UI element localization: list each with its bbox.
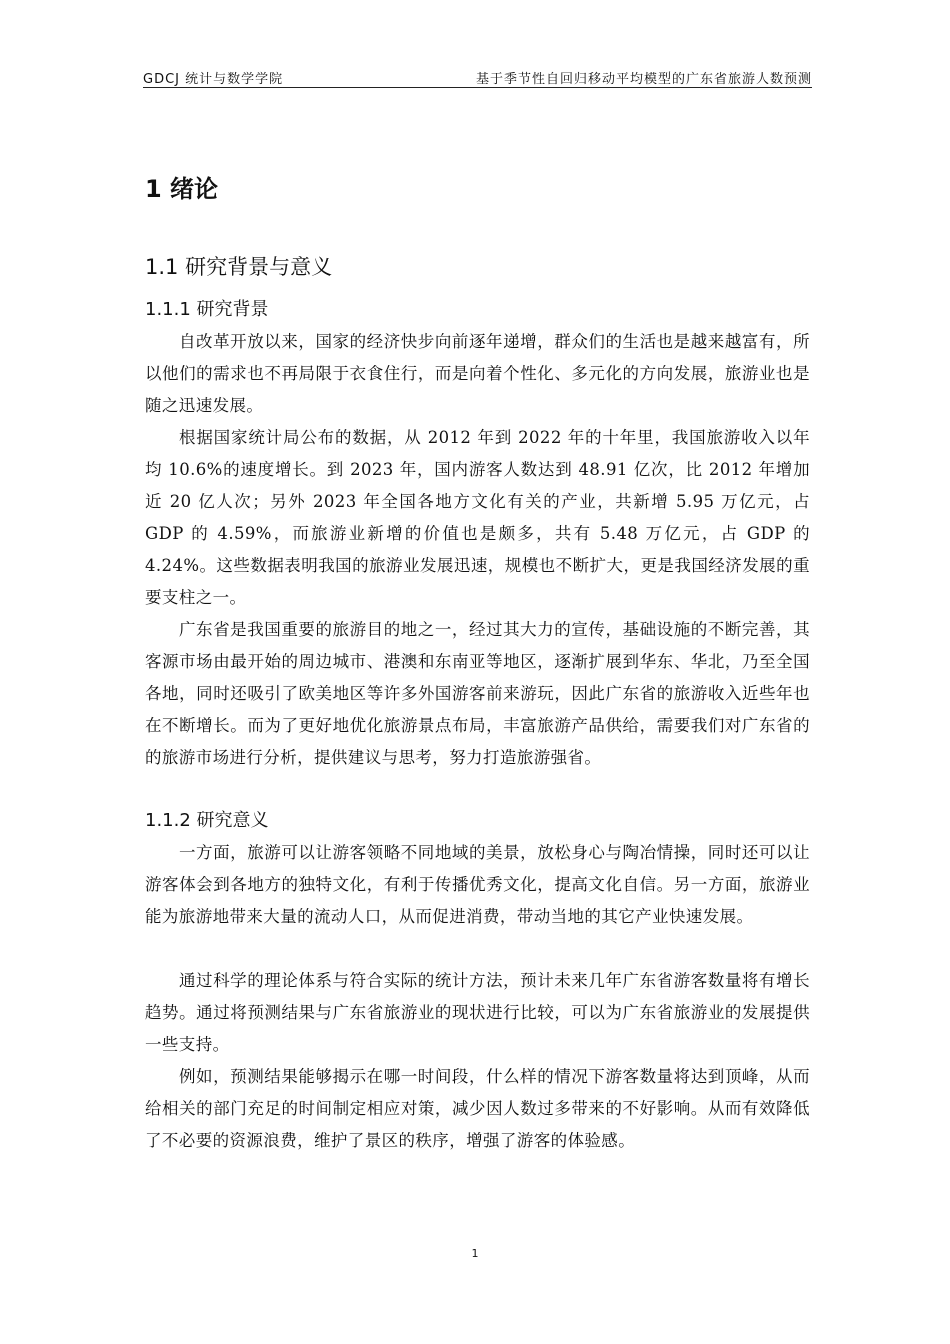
paragraph: 一方面，旅游可以让游客领略不同地域的美景，放松身心与陶冶情操，同时还可以让游客体会到各地方的独特文化，有利于传播优秀文化，提高文化自信。另一方面，旅游业能为旅游地带来大量的流动人口，从而促进消费，带动当地的其它产业快速发展。 <box>145 843 810 926</box>
subsection-title-1-1-1: 1.1.1 研究背景 <box>145 299 269 320</box>
section-title-1-1: 1.1 研究背景与意义 <box>145 255 333 279</box>
paragraph: 通过科学的理论体系与符合实际的统计方法，预计未来几年广东省游客数量将有增长趋势。通过将预测结果与广东省旅游业的现状进行比较，可以为广东省旅游业的发展提供一些支持。 <box>145 971 810 1054</box>
page-number: 1 <box>471 1247 479 1260</box>
page-header <box>143 67 812 88</box>
subsection-title-1-1-2: 1.1.2 研究意义 <box>145 810 269 831</box>
paragraph: 例如，预测结果能够揭示在哪一时间段，什么样的情况下游客数量将达到顶峰，从而给相关的部门充足的时间制定相应对策，减少因人数过多带来的不好影响。从而有效降低了不必要的资源浪费，维护了景区的秩序，增强了游客的体验感。 <box>145 1067 810 1150</box>
paragraph: 广东省是我国重要的旅游目的地之一，经过其大力的宣传，基础设施的不断完善，其客源市场由最开始的周边城市、港澳和东南亚等地区，逐渐扩展到华东、华北，乃至全国各地，同时还吸引了欧美地区等许多外国游客前来游玩，因此广东省的旅游收入近些年也在不断增长。而为了更好地优化旅游景点布局，丰富旅游产品供给，需要我们对广东省的的旅游市场进行分析，提供建议与思考，努力打造旅游强省。 <box>145 620 810 767</box>
header-paper-title: 基于季节性自回归移动平均模型的广东省旅游人数预测 <box>475 72 812 87</box>
header-institution: GDCJ 统计与数学学院 <box>143 72 284 87</box>
chapter-title: 1 绪论 <box>145 175 219 203</box>
paragraph: 自改革开放以来，国家的经济快步向前逐年递增，群众们的生活也是越来越富有，所以他们的需求也不再局限于衣食住行，而是向着个性化、多元化的方向发展，旅游业也是随之迅速发展。 <box>145 332 810 415</box>
paragraph: 根据国家统计局公布的数据，从 2012 年到 2022 年的十年里，我国旅游收入以年均 10.6%的速度增长。到 2023 年，国内游客人数达到 48.91 亿次，比 2012 年增加近 20 亿人次；另外 2023 年全国各地方文化有关的产业，共新增 5.95 万亿元，占 GDP 的 4.59%，而旅游业新增的价值也是颇多，共有 5.48 万亿元，占 GDP 的 4.24%。这些数据表明我国的旅游业发展迅速，规模也不断扩大，更是我国经济发展的重要支柱之一。 <box>145 428 810 607</box>
